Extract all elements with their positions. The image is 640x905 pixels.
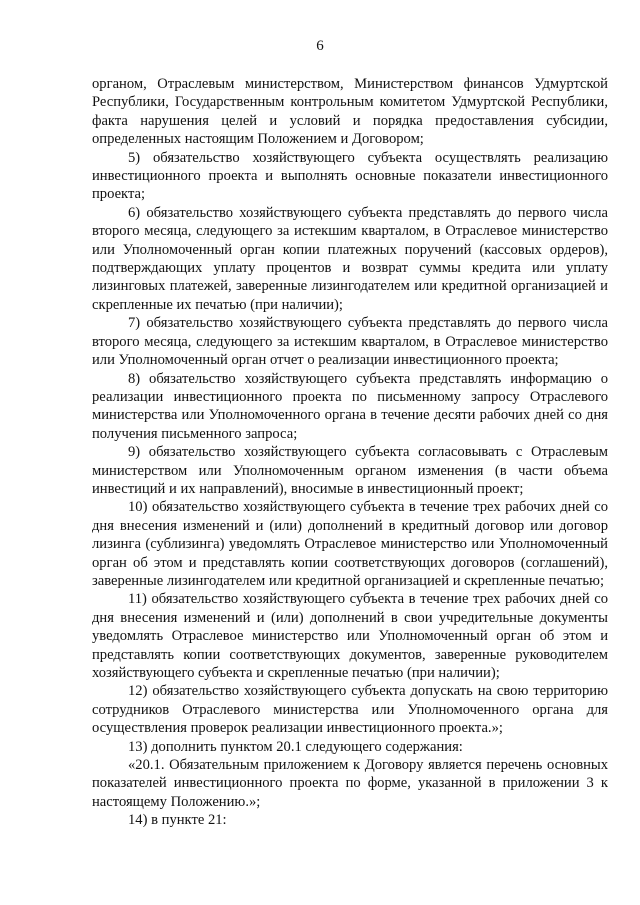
paragraph-item-14: 14) в пункте 21: xyxy=(128,812,227,829)
paragraph-clause-20-1: «20.1. Обязательным приложением к Договору является перечень основных показателей инвестиционного проекта по форме, указанной в приложении 3 к настоящему Положению.»; xyxy=(92,757,608,810)
page-number: 6 xyxy=(316,38,324,54)
paragraph-item-11: 11) обязательство хозяйствующего субъекта в течение трех рабочих дней со дня внесения изменений и (или) дополнений в свои учредительные документы уведомлять Отраслевое министерство или Уполномоченный орган об этом и представлять копии соответствующих документов, заверенные руководителем хозяйствующего субъекта и скрепленные печатью (при наличии); xyxy=(92,591,608,681)
paragraph-item-8: 8) обязательство хозяйствующего субъекта представлять информацию о реализации инвестиционного проекта по письменному запросу Отраслевого министерства или Уполномоченного органа в течение десяти рабочих дней со дня получения письменного запроса; xyxy=(92,370,608,442)
paragraph-continuation: органом, Отраслевым министерством, Министерством финансов Удмуртской Республики, Государственным контрольным комитетом Удмуртской Республики, факта нарушения целей и условий и порядка предоставления субсидии, определенных настоящим Положением и Договором; xyxy=(92,76,608,148)
paragraph-item-13: 13) дополнить пунктом 20.1 следующего содержания: xyxy=(128,738,463,755)
paragraph-item-5: 5) обязательство хозяйствующего субъекта осуществлять реализацию инвестиционного проекта и выполнять основные показатели инвестиционного проекта; xyxy=(92,149,608,203)
paragraph-item-9: 9) обязательство хозяйствующего субъекта согласовывать с Отраслевым министерством или Уполномоченным органом изменения (в части объема инвестиций и их направлений), вносимые в инвестиционный проект; xyxy=(92,444,608,497)
paragraph-item-10: 10) обязательство хозяйствующего субъекта в течение трех рабочих дней со дня внесения изменений и (или) дополнений в кредитный договор или договор лизинга (сублизинга) уведомлять Отраслевое министерство или Уполномоченный орган об этом и представлять копии соответствующих договоров (соглашений), заверенные лизингодателем или кредитной организацией и скрепленные печатью; xyxy=(92,499,608,589)
paragraph-item-7: 7) обязательство хозяйствующего субъекта представлять до первого числа второго месяца, следующего за истекшим кварталом, в Отраслевое министерство или Уполномоченный орган отчет о реализации инвестиционного проекта; xyxy=(92,315,608,369)
document-body xyxy=(92,75,608,830)
paragraph-item-6: 6) обязательство хозяйствующего субъекта представлять до первого числа второго месяца, следующего за истекшим кварталом, в Отраслевое министерство или Уполномоченный орган копии платежных поручений (кассовых ордеров), подтверждающих уплату процентов и возврат суммы кредита или уплату лизинговых платежей, заверенные лизингодателем или кредитной организацией и скрепленные их печатью (при наличии); xyxy=(92,204,608,313)
paragraph-item-12: 12) обязательство хозяйствующего субъекта допускать на свою территорию сотрудников Отраслевого министерства или Уполномоченного органа для осуществления проверок реализации инвестиционного проекта.»; xyxy=(92,683,608,737)
